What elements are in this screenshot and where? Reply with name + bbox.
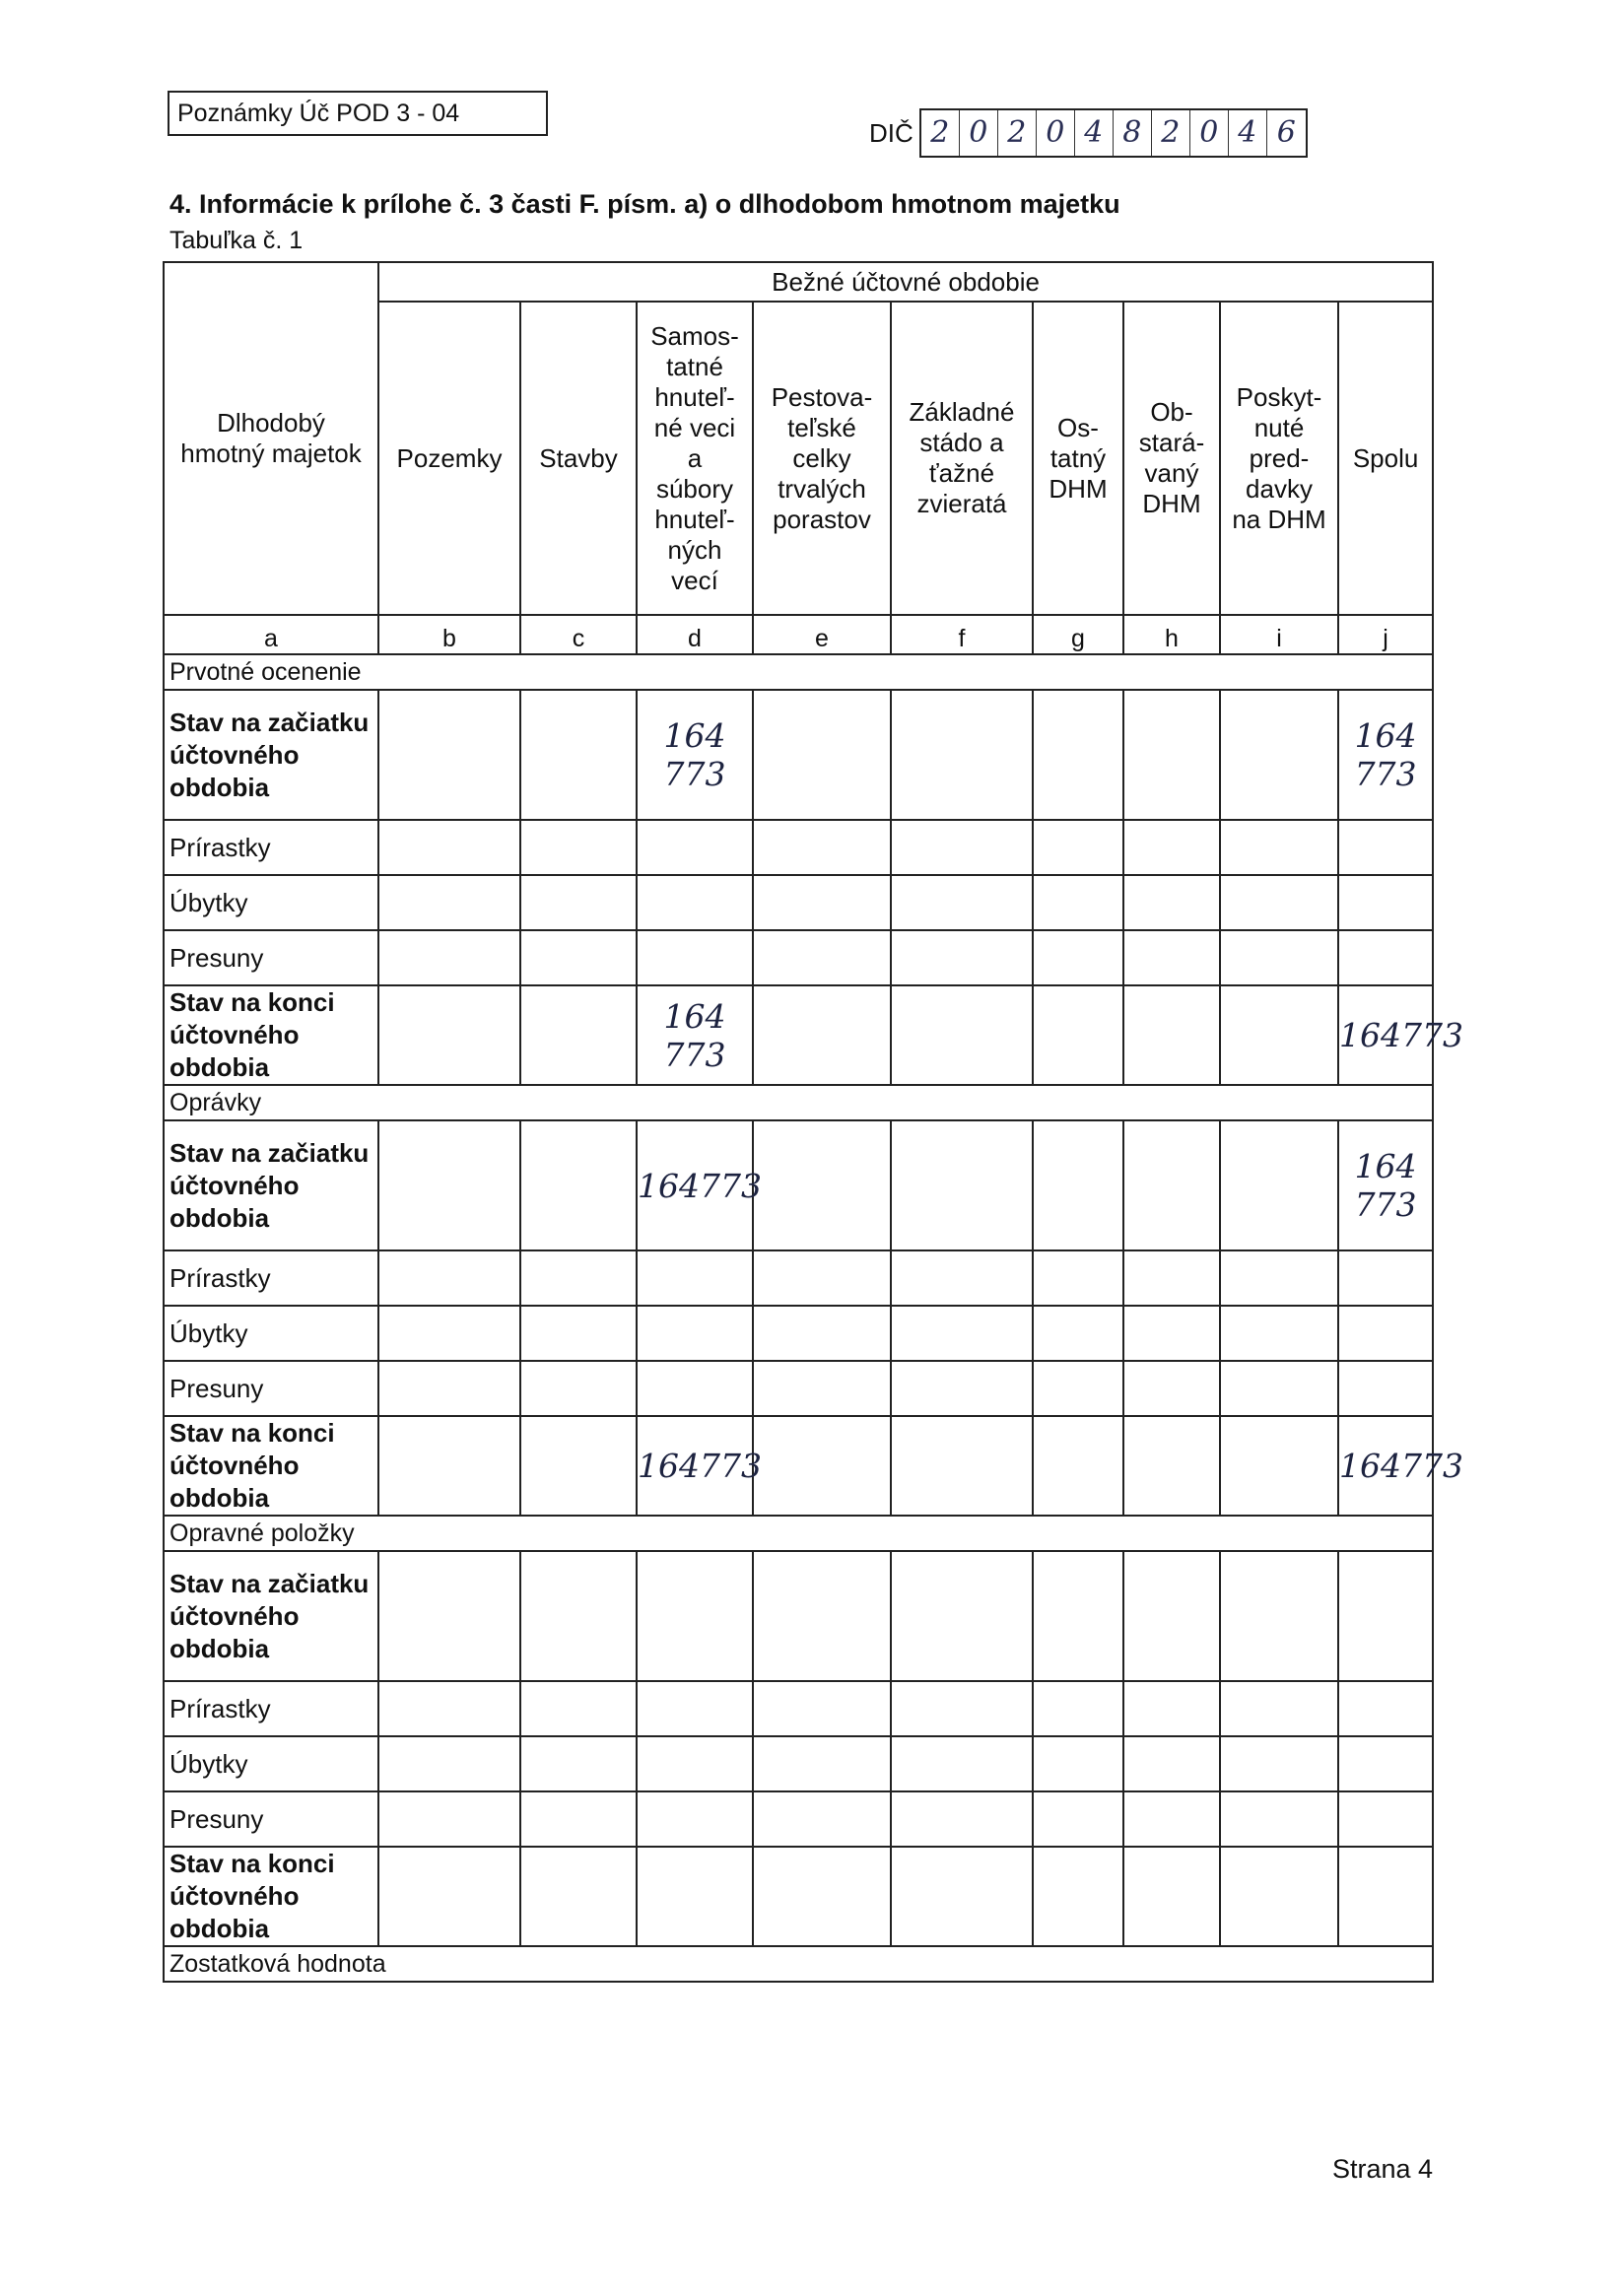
value-cell-j[interactable] bbox=[1338, 1681, 1433, 1736]
value-cell-f[interactable] bbox=[891, 1681, 1033, 1736]
value-cell-c[interactable] bbox=[520, 1847, 637, 1946]
value-cell-c[interactable] bbox=[520, 985, 637, 1085]
handwritten-value-d[interactable]: 164 773 bbox=[637, 690, 753, 820]
value-cell-e[interactable] bbox=[753, 985, 891, 1085]
dic-digit: 6 bbox=[1276, 115, 1296, 150]
value-cell-d[interactable] bbox=[637, 1736, 753, 1791]
column-header: Stavby bbox=[520, 302, 637, 615]
value-cell-j[interactable] bbox=[1338, 1736, 1433, 1791]
value-cell-b[interactable] bbox=[378, 1791, 520, 1847]
table-row bbox=[164, 1791, 1433, 1847]
value-cell-c[interactable] bbox=[520, 1551, 637, 1681]
value-cell-f[interactable] bbox=[891, 875, 1033, 930]
value-cell-i[interactable] bbox=[1220, 690, 1338, 820]
column-header: Pestova-teľské celky trvalých porastov bbox=[753, 302, 891, 615]
value-cell-h[interactable] bbox=[1123, 1551, 1220, 1681]
value-cell-i[interactable] bbox=[1220, 1736, 1338, 1791]
row-label: Stav na začiatku účtovného obdobia bbox=[164, 1551, 378, 1681]
handwritten-value-d[interactable]: 164 773 bbox=[637, 985, 753, 1085]
table-row bbox=[164, 1250, 1433, 1306]
value-cell-b[interactable] bbox=[378, 1361, 520, 1416]
section-title-row bbox=[164, 654, 1433, 690]
column-letter: j bbox=[1338, 615, 1433, 654]
dic-digit: 4 bbox=[1075, 110, 1114, 156]
value-cell-d[interactable] bbox=[637, 930, 753, 985]
value-cell-g[interactable] bbox=[1033, 1847, 1123, 1946]
value-cell-e[interactable] bbox=[753, 1681, 891, 1736]
value-cell-g[interactable] bbox=[1033, 1736, 1123, 1791]
column-header: Ob-stará-vaný DHM bbox=[1123, 302, 1220, 615]
value-cell-e[interactable] bbox=[753, 875, 891, 930]
value-cell-j[interactable] bbox=[1338, 1791, 1433, 1847]
value-cell-i[interactable] bbox=[1220, 1120, 1338, 1250]
value-cell-b[interactable] bbox=[378, 875, 520, 930]
value-cell-c[interactable] bbox=[520, 875, 637, 930]
value-cell-b[interactable] bbox=[378, 1250, 520, 1306]
value-cell-h[interactable] bbox=[1123, 690, 1220, 820]
value-cell-j[interactable] bbox=[1338, 930, 1433, 985]
value-cell-e[interactable] bbox=[753, 1847, 891, 1946]
value-cell-i[interactable] bbox=[1220, 1250, 1338, 1306]
value-cell-g[interactable] bbox=[1033, 1306, 1123, 1361]
value-cell-i[interactable] bbox=[1220, 985, 1338, 1085]
value-cell-i[interactable] bbox=[1220, 1681, 1338, 1736]
value-cell-c[interactable] bbox=[520, 1791, 637, 1847]
value-cell-c[interactable] bbox=[520, 1250, 637, 1306]
handwritten-value-d[interactable]: 164773 bbox=[637, 1416, 753, 1516]
value-cell-d[interactable] bbox=[637, 1250, 753, 1306]
value-cell-f[interactable] bbox=[891, 690, 1033, 820]
value-cell-c[interactable] bbox=[520, 930, 637, 985]
value-cell-h[interactable] bbox=[1123, 1681, 1220, 1736]
dic-digit: 2 bbox=[998, 110, 1037, 156]
column-letter: a bbox=[164, 615, 378, 654]
row-label: Stav na konci účtovného obdobia bbox=[164, 1847, 378, 1946]
table-row bbox=[164, 690, 1433, 820]
section-title: Zostatková hodnota bbox=[164, 1946, 1433, 1982]
value-cell-f[interactable] bbox=[891, 1736, 1033, 1791]
table-caption: Tabuľka č. 1 bbox=[169, 227, 304, 254]
row-label: Presuny bbox=[164, 1791, 378, 1847]
value-cell-g[interactable] bbox=[1033, 1551, 1123, 1681]
section-title: Opravné položky bbox=[164, 1516, 1433, 1551]
value-cell-c[interactable] bbox=[520, 1120, 637, 1250]
value-cell-i[interactable] bbox=[1220, 875, 1338, 930]
row-label: Stav na začiatku účtovného obdobia bbox=[164, 1120, 378, 1250]
value-cell-f[interactable] bbox=[891, 1120, 1033, 1250]
dic-digit: 0 bbox=[1190, 110, 1229, 156]
value-cell-b[interactable] bbox=[378, 1306, 520, 1361]
value-cell-e[interactable] bbox=[753, 1120, 891, 1250]
row-label: Úbytky bbox=[164, 1306, 378, 1361]
value-cell-f[interactable] bbox=[891, 1306, 1033, 1361]
column-header: Os-tatný DHM bbox=[1033, 302, 1123, 615]
value-cell-h[interactable] bbox=[1123, 1416, 1220, 1516]
value-cell-g[interactable] bbox=[1033, 1361, 1123, 1416]
row-label: Úbytky bbox=[164, 1736, 378, 1791]
handwritten-value-j[interactable]: 164773 bbox=[1338, 1416, 1433, 1516]
value-cell-c[interactable] bbox=[520, 1306, 637, 1361]
value-cell-c[interactable] bbox=[520, 1361, 637, 1416]
value-cell-b[interactable] bbox=[378, 1416, 520, 1516]
table-row bbox=[164, 875, 1433, 930]
value-cell-c[interactable] bbox=[520, 690, 637, 820]
column-letter: g bbox=[1033, 615, 1123, 654]
dic-digit: 2 bbox=[921, 110, 960, 156]
value-cell-h[interactable] bbox=[1123, 820, 1220, 875]
value-cell-f[interactable] bbox=[891, 985, 1033, 1085]
value-cell-g[interactable] bbox=[1033, 690, 1123, 820]
value-cell-b[interactable] bbox=[378, 1681, 520, 1736]
value-cell-j[interactable] bbox=[1338, 1551, 1433, 1681]
header-row-label: Dlhodobý hmotný majetok bbox=[164, 262, 378, 615]
header-period: Bežné účtovné obdobie bbox=[378, 262, 1433, 302]
value-cell-g[interactable] bbox=[1033, 1120, 1123, 1250]
table-row bbox=[164, 1416, 1433, 1516]
value-cell-i[interactable] bbox=[1220, 1306, 1338, 1361]
dic-digit: 0 bbox=[960, 110, 998, 156]
row-label: Prírastky bbox=[164, 820, 378, 875]
column-header: Pozemky bbox=[378, 302, 520, 615]
value-cell-g[interactable] bbox=[1033, 1250, 1123, 1306]
value-cell-e[interactable] bbox=[753, 820, 891, 875]
value-cell-b[interactable] bbox=[378, 985, 520, 1085]
value-cell-d[interactable] bbox=[637, 1306, 753, 1361]
value-cell-h[interactable] bbox=[1123, 1361, 1220, 1416]
value-cell-f[interactable] bbox=[891, 930, 1033, 985]
table-row bbox=[164, 1361, 1433, 1416]
section-title: Oprávky bbox=[164, 1085, 1433, 1120]
value-cell-i[interactable] bbox=[1220, 930, 1338, 985]
form-code: Poznámky Úč POD 3 - 04 bbox=[168, 91, 548, 136]
value-cell-g[interactable] bbox=[1033, 1681, 1123, 1736]
value-cell-c[interactable] bbox=[520, 1681, 637, 1736]
dic-digit: 0 bbox=[1037, 110, 1075, 156]
value-cell-i[interactable] bbox=[1220, 1361, 1338, 1416]
section-title: Prvotné ocenenie bbox=[164, 654, 1433, 690]
value-cell-j[interactable] bbox=[1338, 875, 1433, 930]
value-cell-e[interactable] bbox=[753, 1306, 891, 1361]
value-cell-e[interactable] bbox=[753, 1791, 891, 1847]
fixed-assets-table bbox=[163, 261, 1463, 1983]
value-cell-j[interactable] bbox=[1338, 1250, 1433, 1306]
row-label: Prírastky bbox=[164, 1250, 378, 1306]
value-cell-g[interactable] bbox=[1033, 875, 1123, 930]
value-cell-b[interactable] bbox=[378, 1551, 520, 1681]
dic-digit: 8 bbox=[1114, 110, 1152, 156]
dic-digit: 2 bbox=[1152, 110, 1190, 156]
column-header: Základné stádo a ťažné zvieratá bbox=[891, 302, 1033, 615]
value-cell-d[interactable] bbox=[637, 820, 753, 875]
value-cell-h[interactable] bbox=[1123, 930, 1220, 985]
dic-digit: 4 bbox=[1229, 110, 1267, 156]
value-cell-d[interactable] bbox=[637, 875, 753, 930]
column-letter: b bbox=[378, 615, 520, 654]
value-cell-e[interactable] bbox=[753, 1250, 891, 1306]
value-cell-i[interactable] bbox=[1220, 1416, 1338, 1516]
value-cell-b[interactable] bbox=[378, 1736, 520, 1791]
row-label: Stav na konci účtovného obdobia bbox=[164, 985, 378, 1085]
value-cell-e[interactable] bbox=[753, 1416, 891, 1516]
column-letter: h bbox=[1123, 615, 1220, 654]
dic-field bbox=[869, 108, 1308, 158]
table-row bbox=[164, 1736, 1433, 1791]
value-cell-c[interactable] bbox=[520, 1736, 637, 1791]
section-title-row bbox=[164, 1516, 1433, 1551]
value-cell-h[interactable] bbox=[1123, 985, 1220, 1085]
value-cell-b[interactable] bbox=[378, 1847, 520, 1946]
value-cell-g[interactable] bbox=[1033, 985, 1123, 1085]
column-header: Poskyt-nuté pred-davky na DHM bbox=[1220, 302, 1338, 615]
value-cell-h[interactable] bbox=[1123, 1120, 1220, 1250]
value-cell-g[interactable] bbox=[1033, 820, 1123, 875]
value-cell-e[interactable] bbox=[753, 1736, 891, 1791]
row-label: Presuny bbox=[164, 930, 378, 985]
column-letter: f bbox=[891, 615, 1033, 654]
row-label: Presuny bbox=[164, 1361, 378, 1416]
value-cell-j[interactable] bbox=[1338, 1361, 1433, 1416]
value-cell-g[interactable] bbox=[1033, 1416, 1123, 1516]
table-row bbox=[164, 820, 1433, 875]
table-row bbox=[164, 1681, 1433, 1736]
value-cell-f[interactable] bbox=[891, 1551, 1033, 1681]
handwritten-value-j[interactable]: 164 773 bbox=[1338, 1120, 1433, 1250]
row-label: Stav na konci účtovného obdobia bbox=[164, 1416, 378, 1516]
value-cell-h[interactable] bbox=[1123, 875, 1220, 930]
value-cell-f[interactable] bbox=[891, 1250, 1033, 1306]
table-row bbox=[164, 1847, 1433, 1946]
value-cell-e[interactable] bbox=[753, 1551, 891, 1681]
column-header: Samos-tatné hnuteľ-né veci a súbory hnuteľ-ných vecí bbox=[637, 302, 753, 615]
value-cell-j[interactable] bbox=[1338, 1306, 1433, 1361]
value-cell-f[interactable] bbox=[891, 1847, 1033, 1946]
value-cell-c[interactable] bbox=[520, 1416, 637, 1516]
page-number: Strana 4 bbox=[1332, 2154, 1434, 2184]
column-letter: c bbox=[520, 615, 637, 654]
value-cell-j[interactable] bbox=[1338, 1847, 1433, 1946]
column-letter: e bbox=[753, 615, 891, 654]
row-label: Prírastky bbox=[164, 1681, 378, 1736]
value-cell-f[interactable] bbox=[891, 1416, 1033, 1516]
table-row bbox=[164, 1551, 1433, 1681]
handwritten-value-d[interactable]: 164773 bbox=[637, 1120, 753, 1250]
value-cell-d[interactable] bbox=[637, 1551, 753, 1681]
column-letter: i bbox=[1220, 615, 1338, 654]
value-cell-b[interactable] bbox=[378, 930, 520, 985]
value-cell-c[interactable] bbox=[520, 820, 637, 875]
value-cell-i[interactable] bbox=[1220, 1791, 1338, 1847]
value-cell-d[interactable] bbox=[637, 1791, 753, 1847]
dic-digit-boxes bbox=[919, 108, 1308, 158]
value-cell-h[interactable] bbox=[1123, 1791, 1220, 1847]
value-cell-i[interactable] bbox=[1220, 1551, 1338, 1681]
value-cell-j[interactable] bbox=[1338, 820, 1433, 875]
value-cell-f[interactable] bbox=[891, 820, 1033, 875]
value-cell-h[interactable] bbox=[1123, 1736, 1220, 1791]
value-cell-h[interactable] bbox=[1123, 1847, 1220, 1946]
column-letter: d bbox=[637, 615, 753, 654]
section-title-row bbox=[164, 1085, 1433, 1120]
value-cell-i[interactable] bbox=[1220, 820, 1338, 875]
value-cell-f[interactable] bbox=[891, 1361, 1033, 1416]
table-row bbox=[164, 1306, 1433, 1361]
value-cell-d[interactable] bbox=[637, 1847, 753, 1946]
value-cell-b[interactable] bbox=[378, 1120, 520, 1250]
table-row bbox=[164, 1120, 1433, 1250]
handwritten-value-j[interactable]: 164 773 bbox=[1338, 690, 1433, 820]
row-label: Stav na začiatku účtovného obdobia bbox=[164, 690, 378, 820]
table-row bbox=[164, 985, 1433, 1085]
section-title: 4. Informácie k prílohe č. 3 časti F. písm. a) o dlhodobom hmotnom majetku bbox=[169, 189, 1120, 219]
value-cell-e[interactable] bbox=[753, 690, 891, 820]
value-cell-g[interactable] bbox=[1033, 930, 1123, 985]
column-letters-row bbox=[164, 615, 1433, 654]
value-cell-e[interactable] bbox=[753, 1361, 891, 1416]
handwritten-value-j[interactable]: 164773 bbox=[1338, 985, 1433, 1085]
value-cell-h[interactable] bbox=[1123, 1306, 1220, 1361]
section-title-row bbox=[164, 1946, 1433, 1982]
value-cell-b[interactable] bbox=[378, 690, 520, 820]
value-cell-b[interactable] bbox=[378, 820, 520, 875]
value-cell-f[interactable] bbox=[891, 1791, 1033, 1847]
value-cell-i[interactable] bbox=[1220, 1847, 1338, 1946]
row-label: Úbytky bbox=[164, 875, 378, 930]
value-cell-e[interactable] bbox=[753, 930, 891, 985]
value-cell-d[interactable] bbox=[637, 1681, 753, 1736]
dic-label: DIČ bbox=[869, 117, 914, 148]
value-cell-d[interactable] bbox=[637, 1361, 753, 1416]
column-header: Spolu bbox=[1338, 302, 1433, 615]
value-cell-g[interactable] bbox=[1033, 1791, 1123, 1847]
table-row bbox=[164, 930, 1433, 985]
value-cell-h[interactable] bbox=[1123, 1250, 1220, 1306]
